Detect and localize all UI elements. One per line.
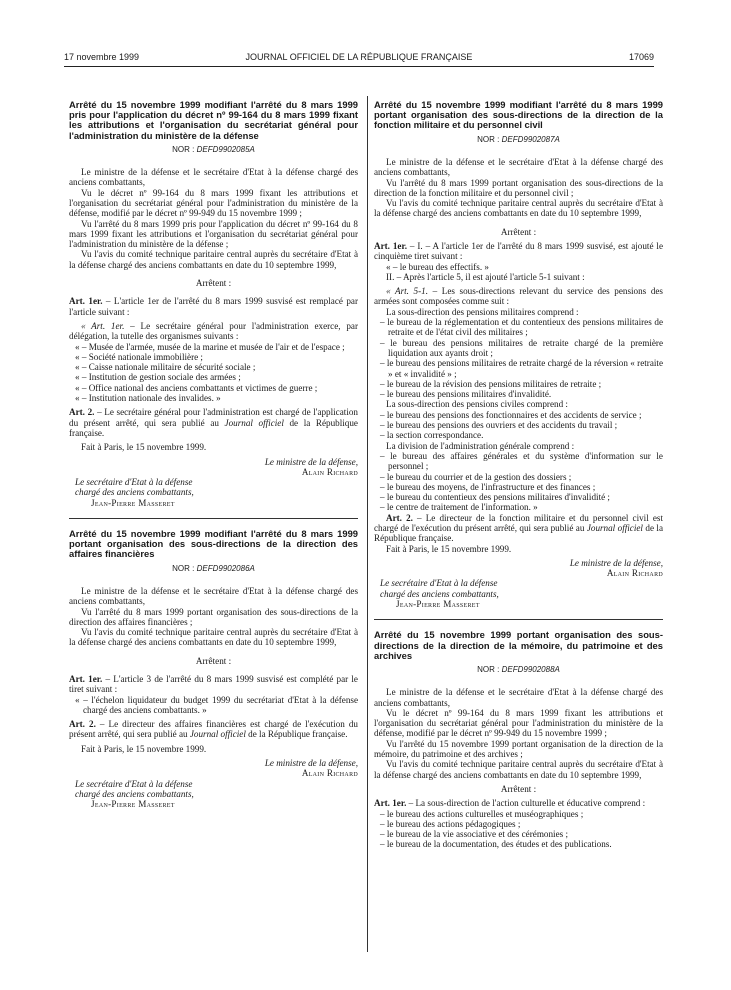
list-item: « – Institution nationale des invalides. » (75, 393, 221, 404)
arretent-heading: Arrêtent : (500, 783, 537, 794)
column-divider (367, 96, 368, 952)
secretary-signature (75, 477, 358, 508)
arrete-fonction-militaire (374, 100, 663, 609)
minister-name: Alain Richard (301, 768, 358, 779)
secretary-title: chargé des anciens combattants, (75, 788, 194, 799)
article-quote (69, 321, 358, 342)
article-2 (69, 719, 358, 740)
article-1 (69, 674, 358, 695)
arrete-affaires-financieres (69, 529, 358, 810)
paragraph: Le ministre de la défense et le secrétaire d'Etat à la défense chargé des anciens combattants, (69, 585, 358, 607)
arretent-heading: Arrêtent : (195, 278, 232, 289)
subsection-heading: La division de l'administration générale comprend : (386, 440, 575, 451)
nor-reference (374, 135, 663, 145)
article-text: – La sous-direction de l'action culturelle et éducative comprend : (406, 798, 646, 809)
arretent-heading: Arrêtent : (195, 655, 232, 666)
article-1 (374, 798, 663, 808)
paragraph: Le ministre de la défense et le secrétaire d'Etat à la défense chargé des anciens combattants, (69, 167, 358, 188)
secretary-title: Le secrétaire d'Etat à la défense (380, 578, 498, 589)
secretary-title: Le secrétaire d'Etat à la défense (75, 477, 193, 488)
fait-a-paris: Fait à Paris, le 15 novembre 1999. (81, 743, 207, 754)
article-label: Art. 1er. (374, 798, 407, 809)
article-1 (374, 241, 663, 262)
nor-label: NOR : (172, 563, 197, 573)
paragraph: Le ministre de la défense et le secrétaire d'Etat à la défense chargé des anciens combattants, (374, 687, 663, 708)
article-label: Art. 2. (386, 512, 413, 523)
nor-reference (374, 665, 663, 675)
list-item: « – l'échelon liquidateur du budget 1999 du secrétariat d'Etat à la défense chargé des anciens combattants. » (75, 694, 358, 715)
nor-label: NOR : (477, 664, 502, 674)
article-separator (69, 518, 358, 519)
secretary-title: Le secrétaire d'Etat à la défense (75, 778, 193, 789)
secretary-name: Jean-Pierre Masseret (396, 599, 480, 610)
list-item: « – le bureau des effectifs. » (386, 261, 489, 272)
nor-reference (69, 564, 358, 574)
list-item: – le bureau de la vie associative et des cérémonies ; (380, 829, 568, 840)
article-separator (374, 619, 663, 620)
left-column (69, 100, 358, 810)
paragraph: Vu l'arrêté du 8 mars 1999 portant organisation des sous-directions de la direction des affaires financières ; (69, 606, 358, 627)
list-item: – le bureau de la documentation, des études et des publications. (380, 839, 612, 850)
paragraph: Vu l'arrêté du 8 mars 1999 portant organisation des sous-directions de la direction de la fonction militaire et du personnel civil ; (374, 177, 663, 198)
list-item: – le bureau de la révision des pensions militaires de retraite ; (380, 378, 602, 389)
secretary-signature (380, 578, 663, 609)
list-item: – le bureau des actions culturelles et muséographiques ; (380, 808, 584, 819)
nor-label: NOR : (172, 144, 197, 154)
article-text: – Le secrétaire général pour l'administration exerce, par délégation, la tutelle des organismes suivants : (69, 320, 358, 342)
list-item: « – Musée de l'armée, musée de la marine et musée de l'air et de l'espace ; (75, 341, 345, 352)
running-header (64, 52, 654, 66)
list-item: – le bureau du contentieux des pensions militaires d'invalidité ; (380, 492, 610, 503)
nor-label: NOR : (477, 134, 502, 144)
minister-title: Le ministre de la défense, (264, 758, 358, 769)
nor-code: DEFD9902087A (501, 134, 560, 144)
article-label: Art. 1er. (69, 674, 103, 684)
journal-officiel-ref: Journal officiel (586, 523, 643, 533)
list-item: – le bureau des pensions des ouvriers et des accidents du travail ; (380, 420, 618, 431)
nor-reference (69, 145, 358, 155)
list-item: « – Société nationale immobilière ; (75, 351, 203, 362)
subsection-heading: La sous-direction des pensions civiles comprend : (386, 399, 568, 410)
list-item: « – Office national des anciens combattants et victimes de guerre ; (75, 382, 318, 393)
paragraph: Vu le décret nº 99-164 du 8 mars 1999 fixant les attributions et l'organisation du secrétariat général pour l'administration du ministère de la défense, modifié par le décret nº 99-949 du 15 novembre 1999 ; (69, 187, 358, 219)
paragraph: Vu l'arrêté du 8 mars 1999 pris pour l'application du décret nº 99-164 du 8 mars 1999 fixant les attributions et l'organisation du secrétariat général pour l'administration du ministère de la défense ; (69, 218, 358, 250)
paragraph: Vu l'avis du comité technique paritaire central auprès du secrétaire d'Etat à la défense chargé des anciens combattants en date du 10 septembre 1999, (69, 627, 358, 648)
journal-officiel-ref: Journal officiel (224, 417, 284, 428)
paragraph: Vu l'avis du comité technique paritaire central auprès du secrétaire d'Etat à la défense chargé des anciens combattants en date du 10 septembre 1999, (69, 249, 358, 270)
minister-title: Le ministre de la défense, (569, 557, 663, 568)
journal-officiel-ref: Journal officiel (189, 729, 246, 740)
fait-a-paris: Fait à Paris, le 15 novembre 1999. (81, 442, 207, 453)
article-text: – Le secrétaire général pour l'administration est chargé de l'application du présent arrêté, qui sera publié au (69, 407, 358, 428)
nor-code: DEFD9902085A (196, 144, 255, 154)
paragraph: Vu l'avis du comité technique paritaire central auprès du secrétaire d'Etat à la défense chargé des anciens combattants en date du 10 septembre 1999, (374, 759, 663, 780)
list-item: – le bureau des pensions des fonctionnaires et des accidents de service ; (380, 409, 642, 420)
minister-title: Le ministre de la défense, (264, 456, 358, 467)
article-text: – Le directeur des affaires financières est chargé de l'exécution du présent arrêté, qui sera publié au (69, 719, 358, 740)
minister-signature (69, 758, 358, 779)
article-text: – I. – A l'article 1er de l'arrêté du 8 mars 1999 susvisé, est ajouté le cinquième tiret suivant : (374, 240, 663, 262)
article-text: – L'article 1er de l'arrêté du 8 mars 1999 susvisé est remplacé par l'article suivant : (69, 296, 358, 317)
article-text: – Le directeur de la fonction militaire et du personnel civil est chargé de l'exécution du présent arrêté, qui sera publié au (374, 512, 663, 533)
paragraph: Le ministre de la défense et le secrétaire d'Etat à la défense chargé des anciens combattants, (374, 156, 663, 178)
article-1 (69, 296, 358, 317)
list-item: – le bureau des actions pédagogiques ; (380, 818, 521, 829)
paragraph: II. – Après l'article 5, il est ajouté l'article 5-1 suivant : (386, 271, 585, 282)
minister-name: Alain Richard (606, 568, 663, 579)
article-label: Art. 1er. (374, 240, 407, 251)
right-column (374, 100, 663, 850)
list-item: « – Caisse nationale militaire de sécurité sociale ; (75, 362, 256, 373)
list-item: – le bureau de la réglementation et du contentieux des pensions militaires de retraite et de l'état civil des militaires ; (380, 317, 663, 338)
list-item: « – Institution de gestion sociale des armées ; (75, 372, 241, 383)
arrete-memoire-patrimoine (374, 630, 663, 849)
paragraph: Vu le décret nº 99-164 du 8 mars 1999 fixant les attributions et l'organisation du secrétariat général pour l'administration du ministère de la défense, modifié par le décret nº 99-949 du 15 novembre 1999 ; (374, 707, 663, 739)
article-label: « Art. 1er. (81, 320, 125, 331)
header-page-number: 17069 (628, 52, 654, 62)
arrete-secretariat-general (69, 100, 358, 508)
article-2 (374, 513, 663, 544)
article-label: « Art. 5-1. (386, 286, 428, 297)
secretary-name: Jean-Pierre Masseret (91, 497, 175, 508)
list-item: – le bureau des pensions militaires de retraite chargé de la première liquidation aux ayants droit ; (380, 337, 663, 358)
list-item: – le bureau des moyens, de l'infrastructure et des finances ; (380, 481, 596, 492)
article-text: – L'article 3 de l'arrêté du 8 mars 1999 susvisé est complété par le tiret suivant : (69, 674, 358, 695)
nor-code: DEFD9902088A (501, 664, 560, 674)
list-item: – le bureau des affaires générales et du système d'information sur le personnel ; (380, 450, 663, 472)
header-journal-title: JOURNAL OFFICIEL DE LA RÉPUBLIQUE FRANÇAISE (245, 52, 473, 62)
nor-code: DEFD9902086A (196, 563, 255, 573)
list-item: – la section correspondance. (380, 430, 484, 441)
list-item: – le bureau des pensions militaires d'invalidité. (380, 389, 552, 400)
paragraph: Vu l'arrêté du 15 novembre 1999 portant organisation de la direction de la mémoire, du patrimoine et des archives ; (374, 738, 663, 760)
secretary-signature (75, 779, 358, 810)
article-text: de la République française. (245, 729, 348, 740)
minister-signature (69, 457, 358, 478)
subsection-heading: La sous-direction des pensions militaires comprend : (386, 306, 579, 317)
list-item: – le centre de traitement de l'information. » (380, 502, 538, 513)
article-label: Art. 2. (69, 719, 96, 730)
header-rule (64, 66, 654, 67)
article-quote (374, 286, 663, 307)
header-date: 17 novembre 1999 (64, 52, 140, 62)
arrete-title: Arrêté du 15 novembre 1999 modifiant l'arrêté du 8 mars 1999 pris pour l'application du décret nº 99-164 du 8 mars 1999 fixant les attributions et l'organisation du secrétariat général pour l'administration du ministère de la défense (69, 99, 358, 141)
secretary-name: Jean-Pierre Masseret (91, 799, 175, 810)
article-text: de la République française. (374, 523, 663, 544)
minister-signature (374, 558, 663, 579)
secretary-title: chargé des anciens combattants, (380, 588, 499, 599)
list-item: – le bureau du courrier et de la gestion des dossiers ; (380, 471, 572, 482)
article-text: de la République française. (69, 417, 358, 438)
article-label: Art. 1er. (69, 296, 103, 307)
arrete-title: Arrêté du 15 novembre 1999 modifiant l'arrêté du 8 mars 1999 portant organisation des sous-directions de la direction de la fonction militaire et du personnel civil (374, 99, 663, 131)
secretary-title: chargé des anciens combattants, (75, 487, 194, 498)
list-item: – le bureau des pensions militaires de retraite chargé de la réversion « retraite » et « invalidité » ; (380, 358, 663, 379)
arretent-heading: Arrêtent : (500, 226, 537, 237)
paragraph: Vu l'avis du comité technique paritaire central auprès du secrétaire d'Etat à la défense chargé des anciens combattants en date du 10 septembre 1999, (374, 198, 663, 219)
article-label: Art. 2. (69, 407, 95, 418)
article-text: – Les sous-directions relevant du service des pensions des armées sont composées comme suit : (374, 286, 663, 307)
arrete-title: Arrêté du 15 novembre 1999 portant organisation des sous-directions de la direction de la mémoire, du patrimoine et des archives (374, 629, 663, 661)
fait-a-paris: Fait à Paris, le 15 novembre 1999. (386, 543, 512, 554)
minister-name: Alain Richard (301, 466, 358, 477)
article-2 (69, 407, 358, 438)
arrete-title: Arrêté du 15 novembre 1999 modifiant l'arrêté du 8 mars 1999 portant organisation des sous-directions de la direction des affaires financières (69, 528, 358, 560)
